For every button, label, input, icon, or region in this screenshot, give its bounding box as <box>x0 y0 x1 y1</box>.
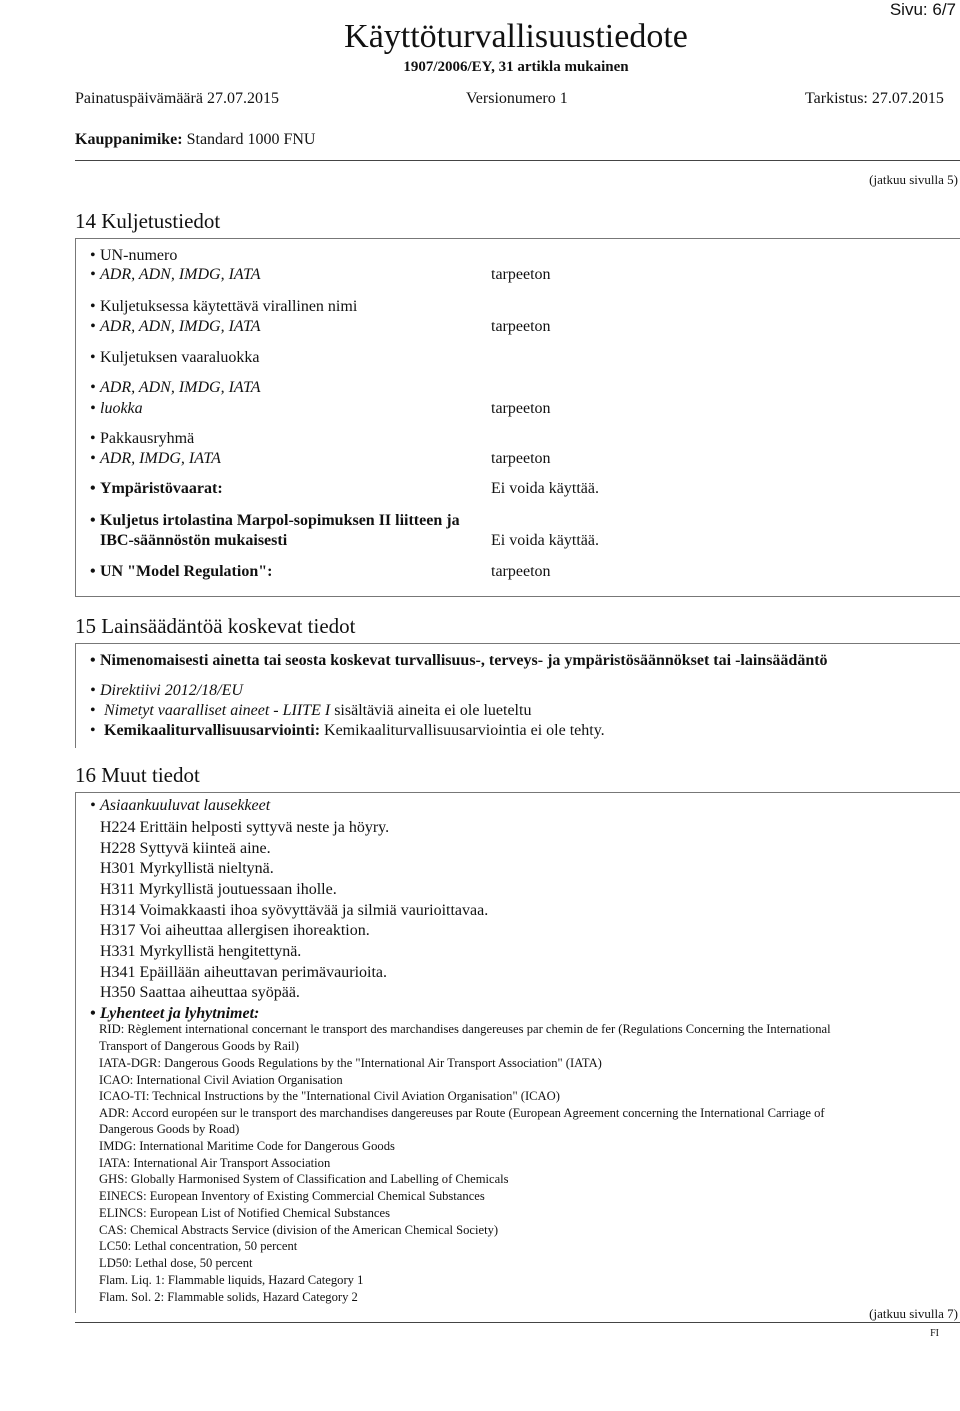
abbreviation-item: ICAO-TI: Technical Instructions by the "International Civil Aviation Organisation" (ICAO) <box>99 1089 560 1103</box>
shipping-name-modes: • ADR, ADN, IMDG, IATA <box>100 318 261 336</box>
packing-group-value: tarpeeton <box>491 450 551 467</box>
abbreviation-item: IATA: International Air Transport Association <box>99 1156 331 1170</box>
header-divider <box>75 160 960 161</box>
regulations-heading: • Nimenomaisesti ainetta tai seosta koskevat turvallisuus-, terveys- ja ympäristösäännökset tai -lainsäädäntö <box>100 652 828 670</box>
csa-text: Kemikaaliturvallisuusarviointia ei ole tehty. <box>324 722 605 739</box>
hazard-phrase: H317 Voi aiheuttaa allergisen ihoreaktion. <box>100 922 370 939</box>
csa-label: Kemikaaliturvallisuusarviointi: <box>104 722 321 739</box>
bulk-transport-label: • Kuljetus irtolastina Marpol-sopimuksen II liitteen ja <box>100 512 460 530</box>
directive: • Direktiivi 2012/18/EU <box>100 682 243 700</box>
env-hazards-label: • Ympäristövaarat: <box>100 480 223 498</box>
named-substances-label: Nimetyt vaaralliset aineet - LIITE I <box>104 702 331 719</box>
page-number: Sivu: 6/7 <box>889 0 956 19</box>
hazard-phrase: H224 Erittäin helposti syttyvä neste ja höyry. <box>100 819 390 836</box>
abbreviation-item: Flam. Liq. 1: Flammable liquids, Hazard Category 1 <box>99 1273 364 1287</box>
un-number-value: tarpeeton <box>491 266 551 283</box>
document-subtitle: 1907/2006/EY, 31 artikla mukainen <box>403 59 629 75</box>
print-date: Painatuspäivämäärä 27.07.2015 <box>75 90 279 107</box>
env-hazards-value: Ei voida käyttää. <box>491 480 599 497</box>
un-model-regulation-value: tarpeeton <box>491 563 551 580</box>
abbreviations-heading: • Lyhenteet ja lyhytnimet: <box>100 1005 259 1023</box>
document-title: Käyttöturvallisuustiedote <box>344 18 688 55</box>
revision-date: Tarkistus: 27.07.2015 <box>805 90 944 107</box>
abbreviation-item: GHS: Globally Harmonised System of Classification and Labelling of Chemicals <box>99 1172 509 1186</box>
version-number: Versionumero 1 <box>466 90 568 107</box>
section-14-title: 14 Kuljetustiedot <box>75 209 221 233</box>
trade-name-label: Kauppanimike: <box>75 131 183 148</box>
hazard-phrase: H331 Myrkyllistä hengitettynä. <box>100 943 302 960</box>
hazard-phrase: H301 Myrkyllistä nieltynä. <box>100 860 274 877</box>
named-substances-text: sisältäviä aineita ei ole lueteltu <box>334 702 532 719</box>
hazard-class-label: • Kuljetuksen vaaraluokka <box>100 349 260 367</box>
abbreviation-item: EINECS: European Inventory of Existing Commercial Chemical Substances <box>99 1189 485 1203</box>
abbreviation-item: ICAO: International Civil Aviation Organisation <box>99 1073 343 1087</box>
hazard-phrase: H228 Syttyvä kiinteä aine. <box>100 840 271 857</box>
abbreviation-item: ADR: Accord européen sur le transport des marchandises dangereuses par Route (European Agreement concerning the International Carriage of <box>99 1106 825 1120</box>
abbreviation-item: IMDG: International Maritime Code for Dangerous Goods <box>99 1139 395 1153</box>
un-model-regulation-label: • UN "Model Regulation": <box>100 563 272 581</box>
abbreviation-item: Transport of Dangerous Goods by Rail) <box>99 1039 299 1053</box>
section-15-box <box>75 643 960 748</box>
hazard-phrase: H314 Voimakkaasti ihoa syövyttävää ja silmiä vaurioittavaa. <box>100 902 489 919</box>
section-16-title: 16 Muut tiedot <box>75 763 200 787</box>
phrases-heading: • Asiaankuuluvat lausekkeet <box>100 797 270 815</box>
abbreviation-item: LD50: Lethal dose, 50 percent <box>99 1256 253 1270</box>
hazard-class-sub: • luokka <box>100 400 143 418</box>
abbreviation-item: Flam. Sol. 2: Flammable solids, Hazard Category 2 <box>99 1290 358 1304</box>
named-substances <box>100 702 531 720</box>
continued-on: (jatkuu sivulla 7) <box>869 1306 958 1321</box>
bulk-transport-value: Ei voida käyttää. <box>491 532 599 549</box>
footer-divider <box>75 1322 960 1323</box>
un-number-label: • UN-numero <box>100 247 177 265</box>
abbreviation-item: CAS: Chemical Abstracts Service (division of the American Chemical Society) <box>99 1223 499 1237</box>
continued-from: (jatkuu sivulla 5) <box>869 172 958 187</box>
hazard-phrase: H341 Epäillään aiheuttavan perimävaurioita. <box>100 964 387 981</box>
abbreviation-item: IATA-DGR: Dangerous Goods Regulations by the "International Air Transport Association" (IATA) <box>99 1056 602 1070</box>
abbreviation-item: RID: Règlement international concernant le transport des marchandises dangereuses par chemin de fer (Regulations Concerning the International <box>99 1022 831 1036</box>
language-code: FI <box>930 1328 939 1339</box>
abbreviation-item: LC50: Lethal concentration, 50 percent <box>99 1239 298 1253</box>
abbreviation-item: Dangerous Goods by Road) <box>99 1122 240 1136</box>
trade-name <box>75 131 315 149</box>
hazard-class-value: tarpeeton <box>491 400 551 417</box>
un-number-modes: • ADR, ADN, IMDG, IATA <box>100 266 261 284</box>
packing-group-modes: • ADR, IMDG, IATA <box>100 450 221 468</box>
section-14-box <box>75 238 960 597</box>
bulk-transport-label-cont: IBC-säännöstön mukaisesti <box>100 532 288 549</box>
section-15-title: 15 Lainsäädäntöä koskevat tiedot <box>75 614 356 638</box>
abbreviation-item: ELINCS: European List of Notified Chemical Substances <box>99 1206 390 1220</box>
shipping-name-label: • Kuljetuksessa käytettävä virallinen nimi <box>100 298 357 316</box>
hazard-phrase: H311 Myrkyllistä joutuessaan iholle. <box>100 881 337 898</box>
packing-group-label: • Pakkausryhmä <box>100 430 194 448</box>
hazard-class-modes: • ADR, ADN, IMDG, IATA <box>100 379 261 397</box>
shipping-name-value: tarpeeton <box>491 318 551 335</box>
hazard-phrase: H350 Saattaa aiheuttaa syöpää. <box>100 984 300 1001</box>
trade-name-value: Standard 1000 FNU <box>186 131 316 148</box>
chemical-safety-assessment <box>100 722 605 740</box>
